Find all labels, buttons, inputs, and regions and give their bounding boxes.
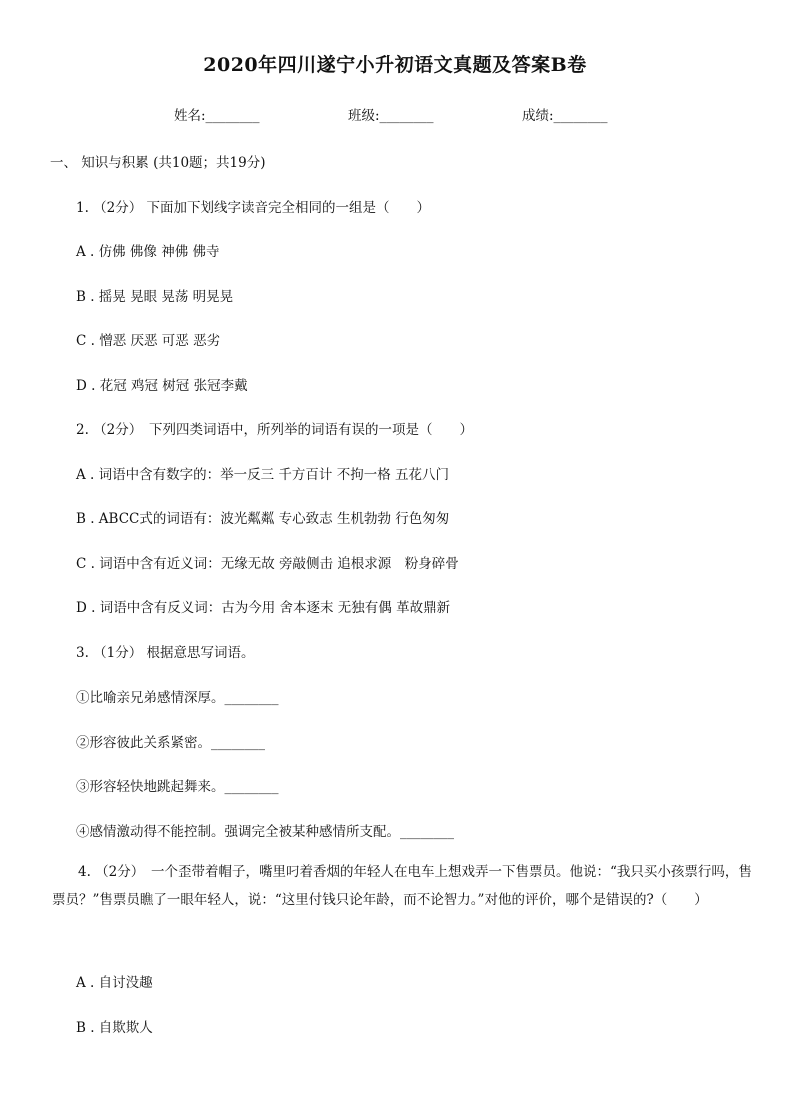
- question-3-item-1: ①比喻亲兄弟感情深厚。________: [76, 690, 279, 706]
- question-1-option-d: D . 花冠 鸡冠 树冠 张冠李戴: [76, 378, 248, 394]
- question-2-option-c: C . 词语中含有近义词：无缘无故 旁敲侧击 追根求源 粉身碎骨: [76, 556, 459, 572]
- question-1-option-c: C . 憎恶 厌恶 可恶 恶劣: [76, 333, 221, 349]
- question-3-stem: 3. （1分） 根据意思写词语。: [76, 645, 255, 661]
- page-title: 2020年四川遂宁小升初语文真题及答案B卷: [203, 54, 587, 76]
- question-1-stem: 1. （2分） 下面加下划线字读音完全相同的一组是（ ）: [76, 200, 431, 216]
- name-field-label: 姓名:________: [174, 108, 260, 124]
- section-heading: 一、 知识与积累 (共10题；共19分): [50, 155, 266, 171]
- question-2-stem: 2. （2分） 下列四类词语中，所列举的词语有误的一项是（ ）: [76, 422, 474, 438]
- score-field-label: 成绩:________: [522, 108, 608, 124]
- question-1-option-b: B . 摇晃 晃眼 晃荡 明晃晃: [76, 289, 234, 305]
- question-2-option-b: B . ABCC式的词语有：波光粼粼 专心致志 生机勃勃 行色匆匆: [76, 511, 450, 527]
- question-1-option-a: A . 仿佛 佛像 神佛 佛寺: [76, 244, 220, 260]
- question-3-item-4: ④感情激动得不能控制。强调完全被某种感情所支配。________: [76, 824, 454, 840]
- question-2-option-d: D . 词语中含有反义词：古为今用 舍本逐末 无独有偶 革故鼎新: [76, 600, 451, 616]
- class-field-label: 班级:________: [348, 108, 434, 124]
- question-4-option-b: B . 自欺欺人: [76, 1020, 153, 1036]
- question-4-option-a: A . 自讨没趣: [76, 975, 153, 991]
- question-3-item-3: ③形容轻快地跳起舞来。________: [76, 779, 279, 795]
- question-2-option-a: A . 词语中含有数字的：举一反三 千方百计 不拘一格 五花八门: [76, 467, 449, 483]
- question-4-stem: 4. （2分） 一个歪带着帽子，嘴里叼着香烟的年轻人在电车上想戏弄一下售票员。他说：“我只买小孩票行吗，售票员？”售票员瞧了一眼年轻人，说：“这里付钱只论年龄，而不论智力。”对他的评价，哪个是错误的?（ ）: [52, 864, 752, 908]
- question-3-item-2: ②形容彼此关系紧密。________: [76, 735, 265, 751]
